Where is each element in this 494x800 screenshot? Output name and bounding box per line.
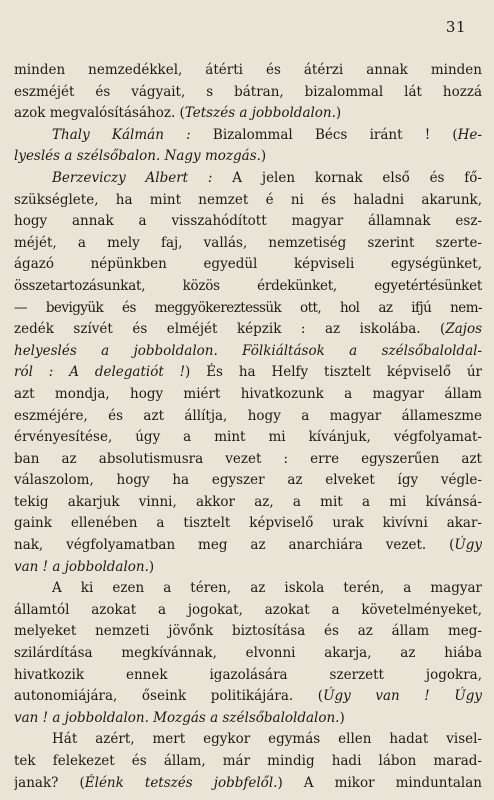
text-segment: ) És ha Helfy tisztelt képviselő úr xyxy=(185,364,482,381)
text-line xyxy=(14,254,482,276)
text-line xyxy=(14,449,482,471)
text-segment: nak, végfolyamatban meg az anarchiára vezet. ( xyxy=(14,537,455,554)
text-line xyxy=(14,643,482,665)
italic-segment: Élénk tetszés jobbfelől. xyxy=(84,774,278,791)
text-line xyxy=(14,211,482,233)
text-segment: méjét, a mely faj, vallás, nemzetiség szerint szerte- xyxy=(14,234,482,251)
italic-segment: van ! a jobboldalon. xyxy=(14,558,149,575)
text-segment: minden nemzedékkel, átérti és átérzi annak minden xyxy=(14,62,482,78)
italic-segment: van ! a jobboldalon. Mozgás a szélsőbaloldalon. xyxy=(14,709,340,726)
text-segment: érvényesítése, úgy a mint mi kívánjuk, végfolyamat- xyxy=(14,429,482,446)
text-segment: államtól azokat a jogokat, azokat a követelményeket, xyxy=(14,601,482,618)
text-line xyxy=(14,513,482,535)
text-segment: azt mondja, hogy miért hivatkozunk a magyar állam xyxy=(14,385,482,402)
text-line xyxy=(14,773,482,795)
text-line xyxy=(14,621,482,643)
text-segment: azok megvalósításához. ( xyxy=(14,105,185,122)
text-line xyxy=(14,600,482,622)
text-segment: — bevigyük és meggyökereztessük ott, hol az ifjú nem- xyxy=(14,299,482,316)
text-line xyxy=(14,578,482,600)
text-segment: ) xyxy=(339,709,345,726)
text-segment: melyeket nemzeti jövőnk biztosítása és az állam meg- xyxy=(14,623,482,640)
text-line xyxy=(14,103,482,125)
text-line xyxy=(14,406,482,428)
text-line xyxy=(14,60,482,82)
page-number: 31 xyxy=(445,18,466,36)
text-line xyxy=(14,190,482,212)
text-line xyxy=(14,146,482,168)
text-segment: A ki ezen a téren, az iskola terén, a magyar xyxy=(52,580,482,597)
text-line xyxy=(14,276,482,298)
text-line xyxy=(14,125,482,147)
text-segment: szilárdítása megkívánnak, elvonni akarja, az hiába xyxy=(14,645,482,662)
italic-segment: Thaly Kálmán : xyxy=(52,126,191,143)
text-line xyxy=(14,492,482,514)
text-line xyxy=(14,362,482,384)
text-line xyxy=(14,319,482,341)
text-segment: A jelen kornak első és fő- xyxy=(212,169,482,186)
text-segment: janak? ( xyxy=(14,774,85,791)
text-segment: hogy annak a visszahódított magyar államnak esz- xyxy=(14,213,482,230)
italic-segment: Úgy xyxy=(454,537,482,554)
text-line xyxy=(14,82,482,104)
text-segment: zedék szívét és elméjét képzik : az iskolába. ( xyxy=(14,321,446,338)
italic-segment: ról : A delegatiót ! xyxy=(14,364,186,381)
text-line xyxy=(14,557,482,579)
text-segment: Bizalommal Bécs iránt ! ( xyxy=(190,126,458,143)
text-segment: eszméjére, és azt állítja, hogy a magyar állameszme xyxy=(14,407,482,424)
text-segment: válaszolom, hogy ha egyszer az elveket így végle- xyxy=(14,472,482,489)
text-segment: összetartozásunkat, közös érdekünket, egyetértésünket xyxy=(14,277,482,294)
text-segment: szükséglete, ha mint nemzet é ni és haladni akarunk, xyxy=(14,191,482,208)
italic-segment: Tetszés a jobboldalon. xyxy=(184,105,336,122)
text-line xyxy=(14,298,482,320)
text-line xyxy=(14,384,482,406)
text-line xyxy=(14,708,482,730)
text-line xyxy=(14,686,482,708)
italic-segment: Zajos xyxy=(445,321,482,338)
text-segment: hivatkozik ennek igazolására szerzett jogokra, xyxy=(14,666,482,683)
italic-segment: lyeslés a szélsőbalon. Nagy mozgás. xyxy=(14,148,261,165)
text-line xyxy=(14,233,482,255)
text-line xyxy=(14,168,482,190)
text-segment: tek felekezet és állam, már mindig hadi lábon marad- xyxy=(14,753,482,769)
text-line xyxy=(14,729,482,751)
text-line xyxy=(14,341,482,363)
italic-segment: Berzeviczy Albert : xyxy=(52,169,213,186)
text-line xyxy=(14,427,482,449)
italic-segment: He- xyxy=(457,126,482,143)
text-segment: eszméjét és vágyait, s bátran, bizalommal lát hozzá xyxy=(14,83,482,100)
text-line xyxy=(14,751,482,773)
text-segment: Hát azért, mert egykor egymás ellen hadat visel- xyxy=(52,731,482,748)
text-segment: ban az absolutismusra vezet : erre egyszerűen azt xyxy=(14,450,482,467)
text-segment: tekig akarjuk vinni, akkor az, a mit a mi kívánsá- xyxy=(14,493,482,510)
text-line xyxy=(14,535,482,557)
text-segment: ágazó népünkben egyedül képviseli egységünket, xyxy=(14,256,482,273)
text-segment: ) xyxy=(260,148,267,165)
text-segment: ) xyxy=(148,558,155,575)
text-line xyxy=(14,470,482,492)
text-segment: ) A mikor minduntalan xyxy=(277,774,482,791)
text-segment: ) xyxy=(335,105,342,122)
text-segment: autonomiájára, őseink politikájára. ( xyxy=(14,688,324,705)
italic-segment: helyeslés a jobboldalon. Fölkiáltások a szélsőbaloldal- xyxy=(14,342,482,359)
italic-segment: Úgy van ! Úgy xyxy=(323,688,482,705)
text-segment: gaink ellenében a tisztelt képviselő urak kivívni akar- xyxy=(14,515,482,532)
text-line xyxy=(14,665,482,687)
body-text xyxy=(14,60,482,794)
